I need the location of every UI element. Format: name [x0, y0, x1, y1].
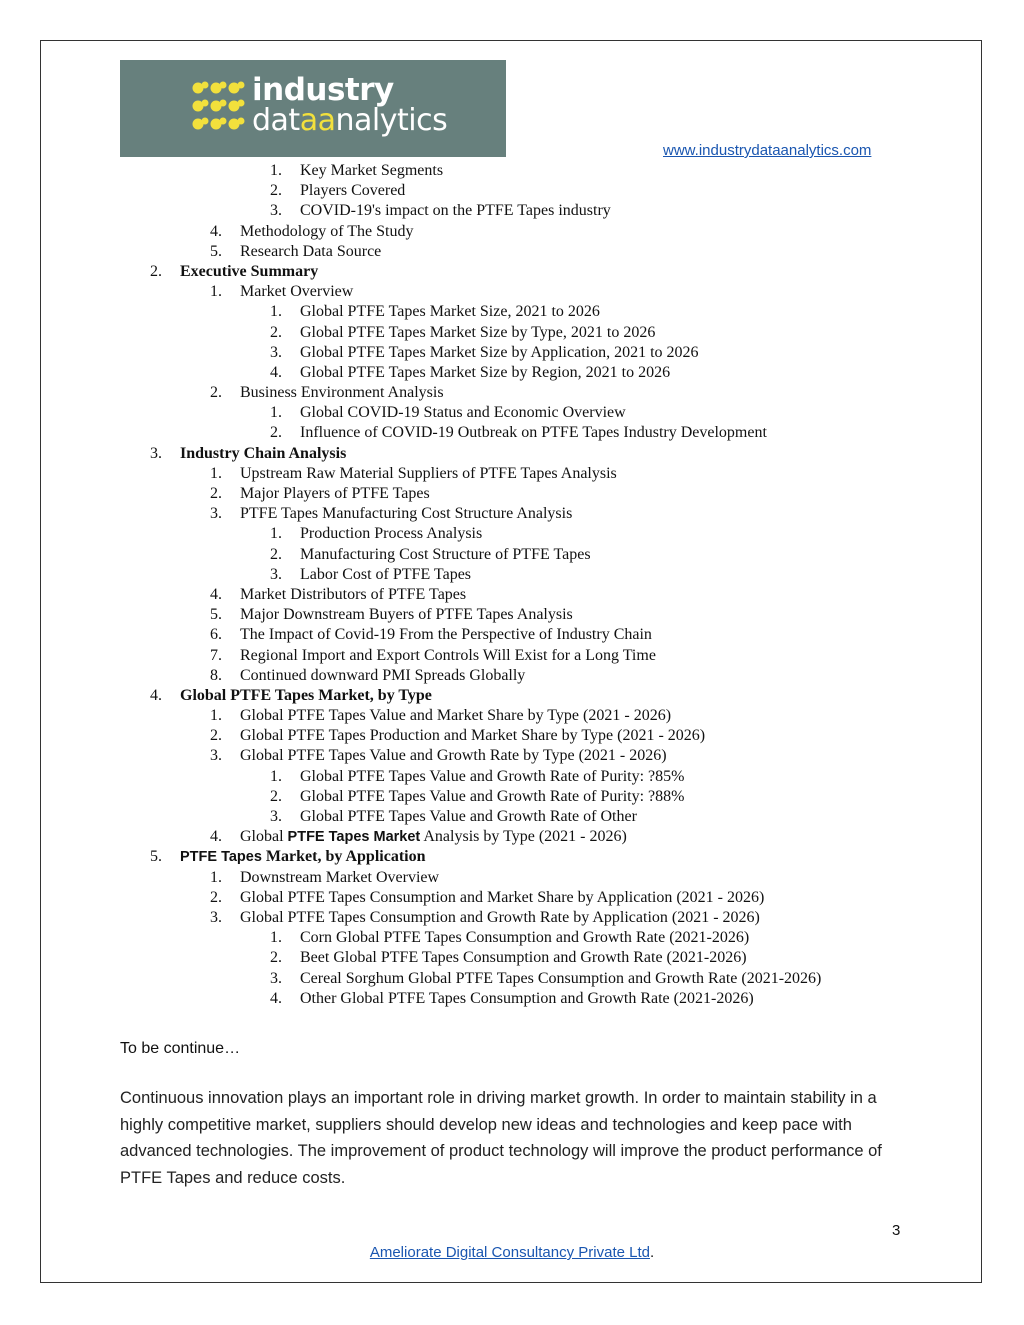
footer	[0, 1244, 1024, 1261]
toc-item-label: Global PTFE Tapes Value and Growth Rate by Type (2021 - 2026)	[240, 747, 667, 765]
toc-item-number: 4.	[270, 989, 282, 1007]
toc-item-number: 1.	[270, 767, 282, 785]
toc-item-number: 4.	[210, 222, 222, 240]
toc-item	[0, 242, 1024, 262]
toc-item-number: 2.	[270, 787, 282, 805]
toc-item-label: PTFE Tapes Manufacturing Cost Structure Analysis	[240, 505, 573, 523]
toc-item-number: 8.	[210, 666, 222, 684]
toc-item	[0, 888, 1024, 908]
toc-item-label: Major Downstream Buyers of PTFE Tapes Analysis	[240, 606, 573, 624]
toc-item	[0, 827, 1024, 847]
toc-item-label: Key Market Segments	[300, 162, 444, 179]
toc-item-label: Labor Cost of PTFE Tapes	[300, 565, 472, 583]
toc-item-number: 3.	[270, 969, 282, 987]
toc-item	[0, 524, 1024, 544]
toc-item-number: 5.	[210, 606, 222, 624]
toc-item	[0, 908, 1024, 928]
toc-item-number: 1.	[210, 464, 222, 482]
toc-item	[0, 666, 1024, 686]
toc-item-label: Global PTFE Tapes Value and Growth Rate of Other	[300, 808, 637, 825]
company-logo	[120, 60, 506, 157]
toc-item-label: Major Players of PTFE Tapes	[240, 485, 430, 502]
toc-item-label: Cereal Sorghum Global PTFE Tapes Consumption and Growth Rate (2021-2026)	[300, 969, 822, 987]
toc-item	[0, 767, 1024, 787]
toc-item	[0, 726, 1024, 746]
toc-item	[0, 464, 1024, 484]
toc-item-number: 3.	[150, 444, 162, 462]
toc-item-label: Business Environment Analysis	[240, 384, 444, 402]
toc-item-label: Global PTFE Tapes Market Size, 2021 to 2026	[300, 303, 600, 321]
toc-item-number: 3.	[210, 747, 222, 765]
toc-item-label: Global PTFE Tapes Consumption and Growth Rate by Application (2021 - 2026)	[240, 908, 760, 926]
toc-item-label: Regional Import and Export Controls Will Exist for a Long Time	[240, 646, 656, 664]
toc-item-number: 4.	[210, 828, 222, 846]
toc-item-label: Global PTFE Tapes Market Analysis by Type (2021 - 2026)	[240, 828, 627, 846]
table-of-contents	[0, 161, 1024, 1009]
toc-item	[0, 807, 1024, 827]
toc-item-label: Global PTFE Tapes Market Size by Application, 2021 to 2026	[300, 343, 699, 361]
to-be-continued-text: To be continue…	[120, 1040, 241, 1057]
footer-company-link[interactable]: Ameliorate Digital Consultancy Private Ltd	[369, 1244, 650, 1261]
toc-item	[0, 868, 1024, 888]
toc-item	[0, 181, 1024, 201]
toc-item	[0, 504, 1024, 524]
toc-item-number: 1.	[270, 162, 282, 179]
website-link[interactable]: www.industrydataanalytics.com	[663, 142, 872, 159]
toc-item-number: 2.	[210, 384, 222, 402]
toc-item-label: Downstream Market Overview	[240, 868, 440, 886]
toc-item-label: Corn Global PTFE Tapes Consumption and Growth Rate (2021-2026)	[300, 929, 750, 947]
toc-item-label: Upstream Raw Material Suppliers of PTFE Tapes Analysis	[240, 464, 617, 482]
toc-item-label: Market Distributors of PTFE Tapes	[240, 585, 467, 603]
toc-item-number: 1.	[270, 303, 282, 321]
toc-item-label: PTFE Tapes Market, by Application	[180, 848, 426, 866]
toc-item-label: Global PTFE Tapes Value and Growth Rate of Purity: ?88%	[300, 787, 685, 805]
toc-item-label: Production Process Analysis	[300, 525, 483, 543]
toc-item	[0, 928, 1024, 948]
toc-item-number: 5.	[210, 242, 222, 260]
toc-item-label: Research Data Source	[240, 242, 382, 260]
footer-period: .	[649, 1244, 655, 1261]
toc-item-number: 3.	[270, 808, 282, 825]
toc-item-number: 1.	[270, 929, 282, 947]
toc-item-number: 2.	[210, 485, 222, 502]
page-number: 3	[892, 1222, 901, 1239]
toc-item	[0, 484, 1024, 504]
toc-item	[0, 686, 1024, 706]
toc-item	[0, 565, 1024, 585]
toc-item	[0, 605, 1024, 625]
toc-item	[0, 383, 1024, 403]
toc-item-label: Global PTFE Tapes Value and Market Share by Type (2021 - 2026)	[240, 707, 672, 725]
toc-item-label: Global PTFE Tapes Value and Growth Rate of Purity: ?85%	[300, 767, 685, 785]
toc-item	[0, 403, 1024, 423]
toc-item	[0, 222, 1024, 242]
toc-item-number: 1.	[210, 283, 222, 301]
toc-item	[0, 625, 1024, 645]
toc-item-label: Industry Chain Analysis	[180, 444, 347, 462]
toc-item-number: 2.	[270, 323, 282, 341]
toc-item	[0, 444, 1024, 464]
toc-item-label: Other Global PTFE Tapes Consumption and Growth Rate (2021-2026)	[300, 989, 754, 1007]
toc-item-number: 1.	[270, 404, 282, 422]
toc-item-number: 3.	[270, 343, 282, 361]
toc-item-number: 3.	[210, 505, 222, 523]
toc-item-label: Market Overview	[240, 283, 354, 301]
toc-item	[0, 363, 1024, 383]
toc-item-number: 4.	[270, 363, 282, 381]
toc-item	[0, 787, 1024, 807]
toc-item-number: 2.	[270, 182, 282, 200]
toc-item-label: Influence of COVID-19 Outbreak on PTFE Tapes Industry Development	[300, 424, 767, 442]
toc-item	[0, 646, 1024, 666]
logo-text-dataanalytics: dataanalytics	[252, 103, 448, 138]
toc-item-number: 3.	[270, 565, 282, 583]
toc-item-number: 2.	[210, 888, 222, 906]
toc-item-number: 6.	[210, 626, 222, 644]
toc-item-number: 4.	[210, 585, 222, 603]
toc-item	[0, 706, 1024, 726]
body-paragraph: Continuous innovation plays an important role in driving market growth. In order to maintain stability in a highly competitive market, suppliers should develop new ideas and technologies and keep pace with advanced technologies. The improvement of product technology will improve the product performance of PTFE Tapes and reduce costs.	[120, 1089, 882, 1187]
toc-item	[0, 423, 1024, 443]
toc-item-label: Beet Global PTFE Tapes Consumption and Growth Rate (2021-2026)	[300, 949, 747, 967]
toc-item-label: Players Covered	[300, 182, 406, 200]
logo-dots-icon	[190, 80, 246, 136]
toc-item-number: 1.	[210, 868, 222, 886]
toc-item-number: 2.	[210, 727, 222, 745]
toc-item	[0, 545, 1024, 565]
toc-item	[0, 585, 1024, 605]
toc-item	[0, 282, 1024, 302]
toc-item-number: 2.	[270, 949, 282, 967]
toc-item-label: Global PTFE Tapes Market, by Type	[180, 686, 432, 704]
toc-item	[0, 969, 1024, 989]
toc-item	[0, 201, 1024, 221]
toc-item-label: COVID-19's impact on the PTFE Tapes industry	[300, 202, 611, 220]
toc-item	[0, 948, 1024, 968]
toc-item-number: 3.	[270, 202, 282, 220]
toc-item-number: 2.	[150, 262, 162, 280]
toc-item-number: 1.	[210, 707, 222, 725]
toc-item	[0, 746, 1024, 766]
toc-item-number: 4.	[150, 686, 162, 704]
logo-text-industry: industry	[252, 72, 394, 108]
toc-item-label: Methodology of The Study	[240, 222, 414, 240]
toc-item-label: Manufacturing Cost Structure of PTFE Tapes	[300, 545, 591, 563]
toc-item-label: Global PTFE Tapes Market Size by Type, 2021 to 2026	[300, 323, 656, 341]
toc-item-number: 5.	[150, 848, 162, 866]
toc-item	[0, 989, 1024, 1009]
toc-item	[0, 262, 1024, 282]
toc-item-number: 7.	[210, 646, 222, 664]
toc-item-number: 2.	[270, 424, 282, 442]
toc-item-label: Continued downward PMI Spreads Globally	[240, 666, 526, 684]
toc-item-label: The Impact of Covid-19 From the Perspective of Industry Chain	[240, 626, 652, 644]
toc-item	[0, 847, 1024, 867]
toc-item-label: Executive Summary	[180, 262, 319, 280]
toc-item-number: 1.	[270, 525, 282, 543]
toc-item	[0, 323, 1024, 343]
toc-item-label: Global COVID-19 Status and Economic Overview	[300, 404, 626, 422]
toc-item-label: Global PTFE Tapes Production and Market Share by Type (2021 - 2026)	[240, 727, 706, 745]
toc-item	[0, 161, 1024, 181]
toc-item-number: 2.	[270, 545, 282, 563]
toc-item-number: 3.	[210, 908, 222, 926]
toc-item	[0, 302, 1024, 322]
toc-item	[0, 343, 1024, 363]
toc-item-label: Global PTFE Tapes Market Size by Region, 2021 to 2026	[300, 363, 671, 381]
toc-item-label: Global PTFE Tapes Consumption and Market Share by Application (2021 - 2026)	[240, 888, 765, 906]
